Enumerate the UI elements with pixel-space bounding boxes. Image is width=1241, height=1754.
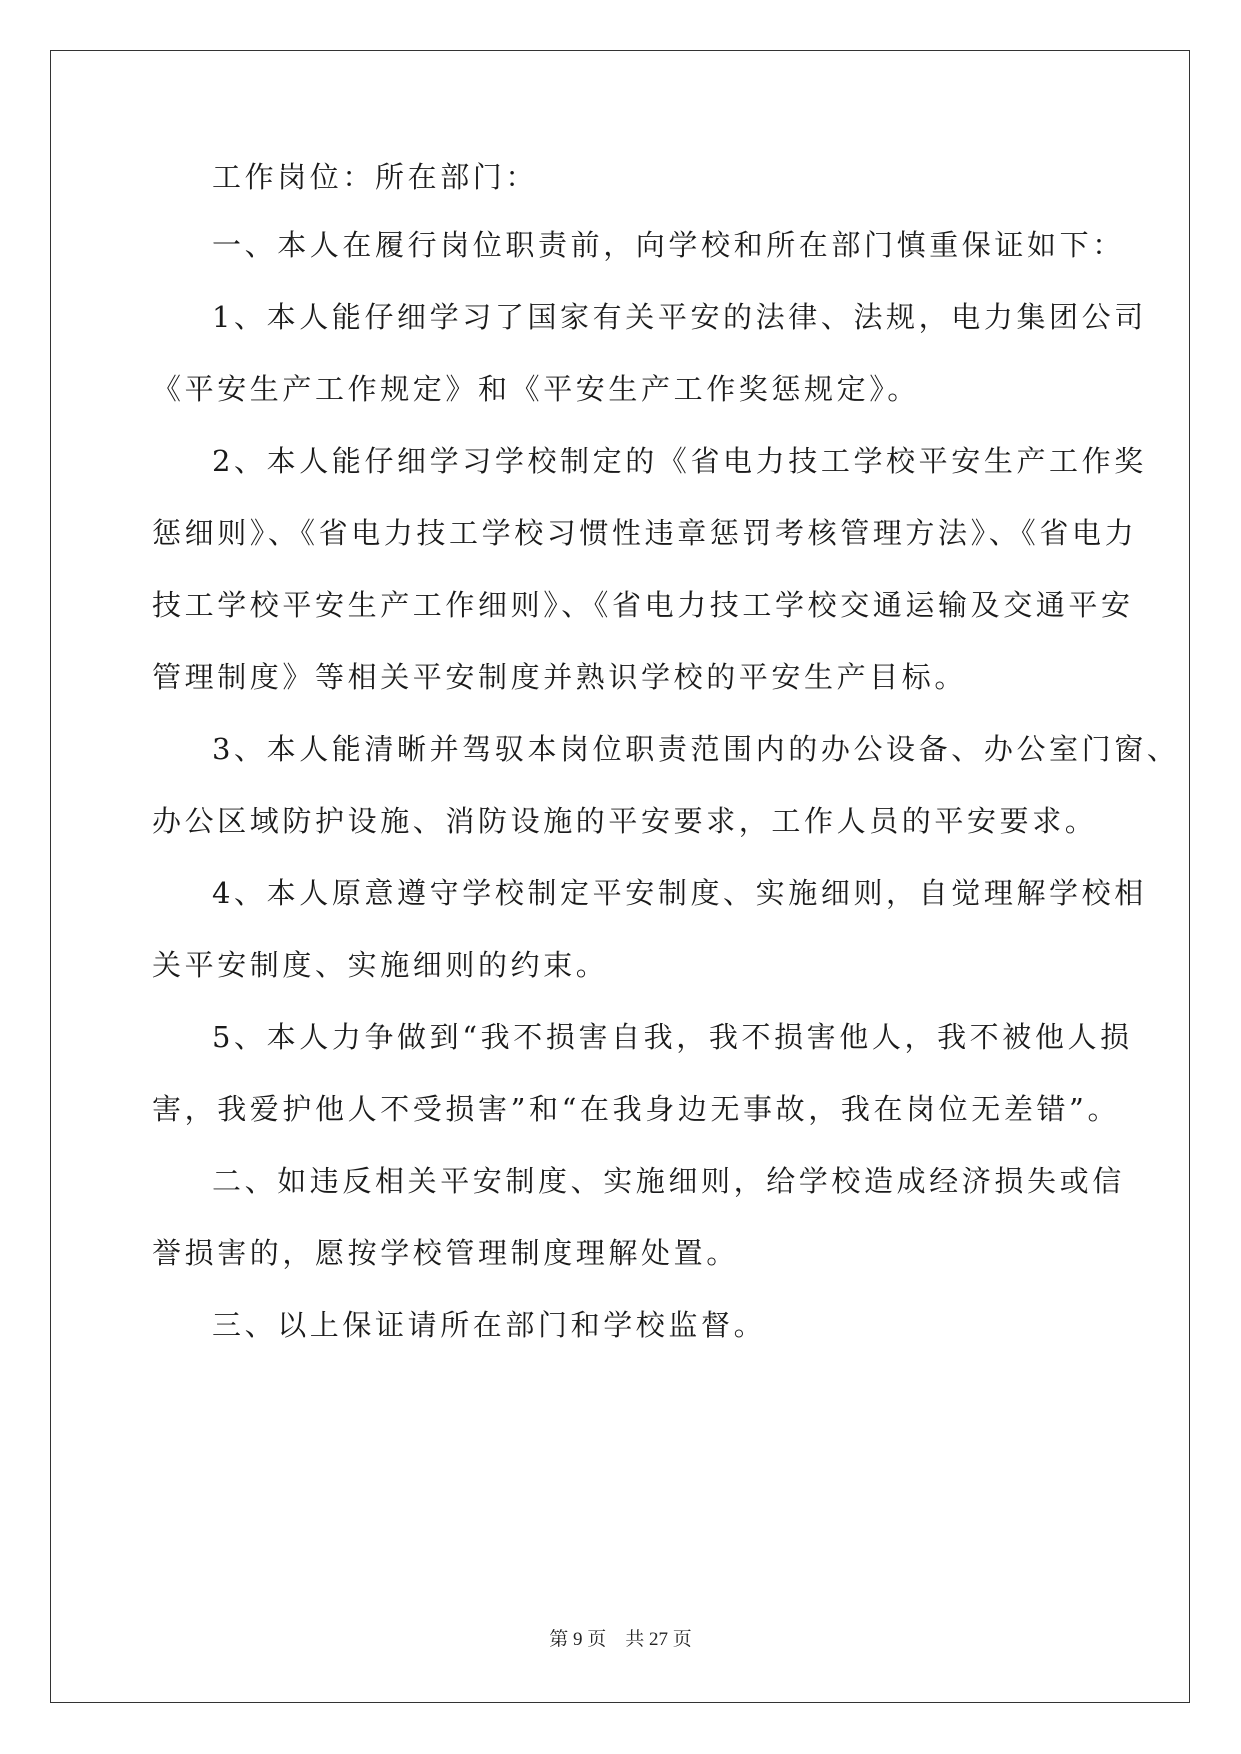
paragraph-line: 二、如违反相关平安制度、实施细则，给学校造成经济损失或信 — [212, 1164, 1125, 1198]
paragraph-line: 1、本人能仔细学习了国家有关平安的法律、法规，电力集团公司 — [212, 300, 1147, 334]
paragraph-line: 办公区域防护设施、消防设施的平安要求，工作人员的平安要求。 — [152, 804, 1098, 838]
paragraph-line: 惩细则》、《省电力技工学校习惯性违章惩罚考核管理方法》、《省电力 — [152, 516, 1138, 550]
paragraph-line: 誉损害的，愿按学校管理制度理解处置。 — [152, 1236, 739, 1270]
paragraph-line: 一、本人在履行岗位职责前，向学校和所在部门慎重保证如下： — [212, 228, 1125, 262]
paragraph-line: 三、以上保证请所在部门和学校监督。 — [212, 1308, 767, 1342]
paragraph-line: 《平安生产工作规定》和《平安生产工作奖惩规定》。 — [152, 372, 920, 406]
paragraph-line: 关平安制度、实施细则的约束。 — [152, 948, 609, 982]
paragraph-line: 害，我爱护他人不受损害”和“在我身边无事故，我在岗位无差错”。 — [152, 1092, 1121, 1126]
page-number: 第 9 页 共 27 页 — [549, 1629, 692, 1650]
page-footer — [0, 1628, 1241, 1652]
paragraph-line: 工作岗位：所在部门： — [212, 160, 539, 194]
paragraph-line: 4、本人原意遵守学校制定平安制度、实施细则，自觉理解学校相 — [212, 876, 1147, 910]
paragraph-line: 技工学校平安生产工作细则》、《省电力技工学校交通运输及交通平安 — [152, 588, 1134, 622]
paragraph-line: 3、本人能清晰并驾驭本岗位职责范围内的办公设备、办公室门窗、 — [212, 732, 1180, 766]
paragraph-line: 5、本人力争做到“我不损害自我，我不损害他人，我不被他人损 — [212, 1020, 1133, 1054]
paragraph-line: 2、本人能仔细学习学校制定的《省电力技工学校平安生产工作奖 — [212, 444, 1147, 478]
paragraph-line: 管理制度》等相关平安制度并熟识学校的平安生产目标。 — [152, 660, 968, 694]
